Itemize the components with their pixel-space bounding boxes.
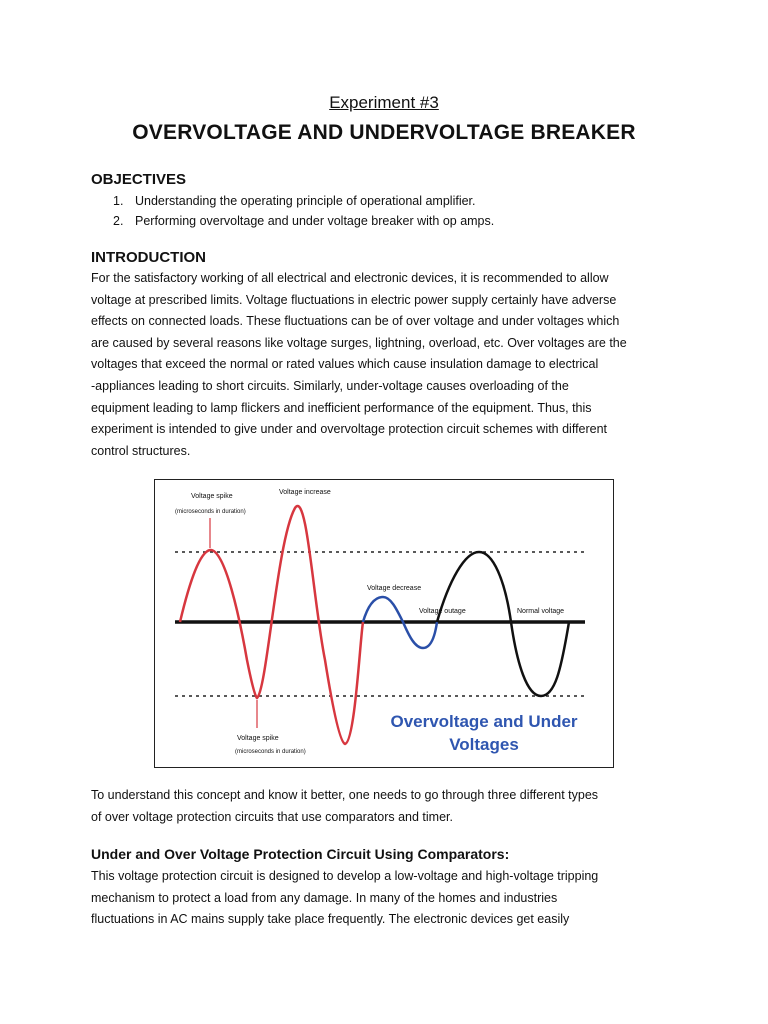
list-item-text: Understanding the operating principle of operational amplifier.: [135, 194, 476, 208]
text-line: For the satisfactory working of all electrical and electronic devices, it is recommended to allow: [91, 271, 609, 285]
text-line: -appliances leading to short circuits. Similarly, under-voltage causes overloading of the: [91, 378, 569, 393]
label-outage: Voltage outage: [419, 608, 466, 615]
voltage-waveform-figure: [154, 479, 614, 768]
figure-caption-line-1: Overvoltage and Under: [390, 712, 578, 731]
objectives-list: [91, 191, 494, 231]
text-line: To understand this concept and know it better, one needs to go through three different types: [91, 788, 599, 802]
text-line: equipment leading to lamp flickers and inefficient performance of the equipment. Thus, this: [91, 400, 592, 415]
normal-voltage-wave: [437, 552, 569, 696]
label-increase: Voltage increase: [279, 489, 331, 496]
label-spike-top-2: (microseconds in duration): [175, 509, 246, 515]
circuit-heading: Under and Over Voltage Protection Circuit Using Comparators:: [91, 846, 510, 862]
label-spike-bottom-1: Voltage spike: [237, 735, 279, 742]
introduction-heading: INTRODUCTION: [91, 249, 206, 266]
overvoltage-wave: [180, 506, 363, 744]
concept-paragraph: [91, 785, 691, 828]
label-decrease: Voltage decrease: [367, 585, 422, 592]
text-line: effects on connected loads. These fluctuations can be of over voltage and under voltages which: [91, 314, 620, 329]
text-line: experiment is intended to give under and overvoltage protection circuit schemes with different: [91, 422, 608, 437]
page-title: OVERVOLTAGE AND UNDERVOLTAGE BREAKER: [132, 121, 636, 144]
list-item-number: 1.: [113, 194, 124, 208]
text-line: of over voltage protection circuits that use comparators and timer.: [91, 809, 453, 824]
text-line: fluctuations in AC mains supply take place frequently. The electronic devices get easily: [91, 912, 570, 927]
text-line: voltage at prescribed limits. Voltage fluctuations in electric power supply certainly have adverse: [91, 292, 617, 307]
objectives-heading: OBJECTIVES: [91, 171, 187, 188]
figure-caption-line-2: Voltages: [449, 735, 519, 754]
text-line: voltages that exceed the normal or rated values which cause insulation damage to electrical: [91, 357, 599, 372]
list-item-text: Performing overvoltage and under voltage breaker with op amps.: [135, 214, 495, 228]
introduction-paragraph: [91, 268, 691, 462]
text-line: mechanism to protect a load from any damage. In many of the homes and industries: [91, 890, 558, 905]
list-item: [91, 191, 494, 211]
experiment-number: Experiment #3: [329, 93, 439, 112]
label-spike-bottom-2: (microseconds in duration): [235, 749, 306, 755]
text-line: This voltage protection circuit is designed to develop a low-voltage and high-voltage tripping: [91, 869, 599, 883]
text-line: are caused by several reasons like voltage surges, lightning, overload, etc. Over voltages are the: [91, 335, 627, 350]
label-normal: Normal voltage: [517, 608, 565, 615]
waveform-diagram: [155, 480, 613, 767]
label-spike-top-1: Voltage spike: [191, 493, 233, 500]
text-line: control structures.: [91, 443, 191, 458]
circuit-paragraph: [91, 866, 691, 931]
list-item-number: 2.: [113, 214, 124, 228]
list-item: [91, 211, 494, 231]
